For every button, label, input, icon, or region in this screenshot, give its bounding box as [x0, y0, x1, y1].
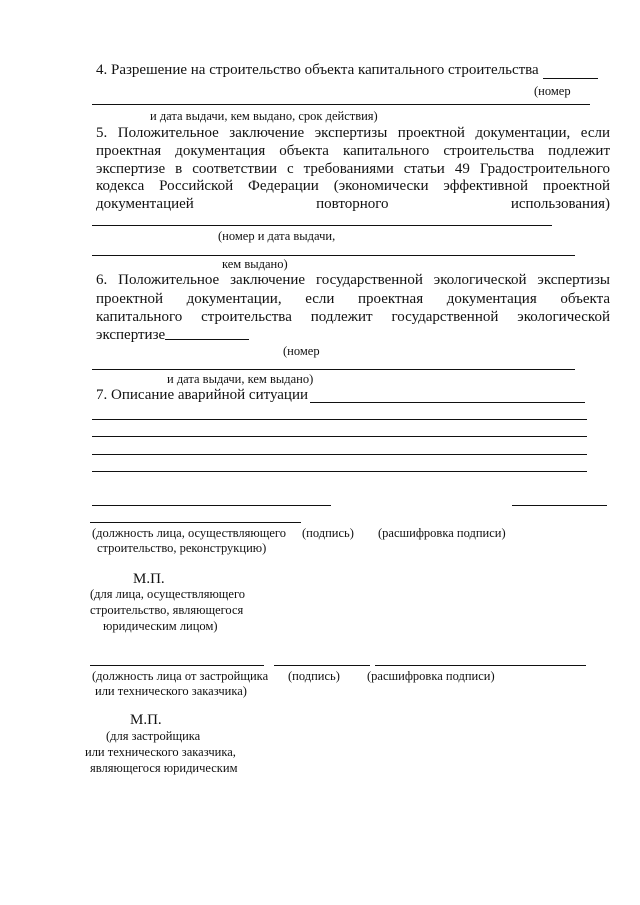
sign1-position-field[interactable]: [90, 522, 301, 523]
item7-field-2[interactable]: [92, 419, 587, 420]
stamp1-mp: М.П.: [133, 571, 165, 587]
stamp1-line-1: (для лица, осуществляющего: [90, 587, 246, 601]
item4-note-date: и дата выдачи, кем выдано, срок действия): [150, 109, 378, 123]
item5-line-3: экспертизе в соответствии с требованиями статьи 49 Градостроительного: [96, 161, 610, 177]
item7-field-1[interactable]: [310, 402, 585, 403]
sign1-signature-label: (подпись): [302, 526, 354, 540]
item5-line-1: 5. Положительное заключение экспертизы проектной документации, если: [96, 125, 610, 141]
item5-line-4: кодекса Российской Федерации (экономически эффективной проектной: [96, 178, 610, 194]
sign1-decoding-label: (расшифровка подписи): [378, 526, 506, 540]
item4-title: 4. Разрешение на строительство объекта капитального строительства: [96, 62, 539, 78]
item7-field-5[interactable]: [92, 471, 587, 472]
item6-line-2: проектной документации, если проектная документация объекта: [96, 291, 610, 307]
item5-note-issuer: кем выдано): [222, 257, 288, 271]
sign2-signature-field[interactable]: [274, 665, 370, 666]
sign2-decoding-label: (расшифровка подписи): [367, 669, 495, 683]
item6-date-field[interactable]: [92, 369, 575, 370]
item4-note-number: (номер: [534, 84, 571, 98]
sign1-position-field-top[interactable]: [92, 505, 331, 506]
item5-issuer-field[interactable]: [92, 255, 575, 256]
sign2-decoding-field[interactable]: [375, 665, 586, 666]
item6-note-number: (номер: [283, 344, 320, 358]
stamp2-line-3: являющегося юридическим: [90, 761, 238, 775]
item6-short-field[interactable]: [165, 339, 249, 340]
item6-line-3: капитального строительства подлежит государственной экологической: [96, 309, 610, 325]
stamp2-line-2: или технического заказчика,: [85, 745, 236, 759]
sign1-position-label-1: (должность лица, осуществляющего: [92, 526, 286, 540]
sign2-position-label-1: (должность лица от застройщика: [92, 669, 269, 683]
stamp2-line-1: (для застройщика: [106, 729, 201, 743]
item7-field-4[interactable]: [92, 454, 587, 455]
sign1-decoding-field-top[interactable]: [512, 505, 607, 506]
sign2-position-label-2: или технического заказчика): [95, 684, 247, 698]
item4-number-field[interactable]: [543, 78, 598, 79]
item5-line-2: проектная документация объекта капитального строительства подлежит: [96, 143, 610, 159]
item4-date-field[interactable]: [92, 104, 590, 105]
item7-field-3[interactable]: [92, 436, 587, 437]
sign2-signature-label: (подпись): [288, 669, 340, 683]
item6-line-4: экспертизе: [96, 327, 166, 343]
item6-line-1: 6. Положительное заключение государственной экологической экспертизы: [96, 272, 610, 288]
item6-note-date: и дата выдачи, кем выдано): [167, 372, 314, 386]
sign2-position-field[interactable]: [90, 665, 264, 666]
stamp1-line-2: строительство, являющегося: [90, 603, 244, 617]
sign1-position-label-2: строительство, реконструкцию): [97, 541, 267, 555]
stamp2-mp: М.П.: [130, 712, 162, 728]
item5-number-field[interactable]: [92, 225, 552, 226]
stamp1-line-3: юридическим лицом): [103, 619, 218, 633]
item5-line-5: документацией повторного использования): [96, 196, 610, 212]
item5-note-number-date: (номер и дата выдачи,: [218, 229, 336, 243]
item7-title: 7. Описание аварийной ситуации: [96, 387, 308, 403]
